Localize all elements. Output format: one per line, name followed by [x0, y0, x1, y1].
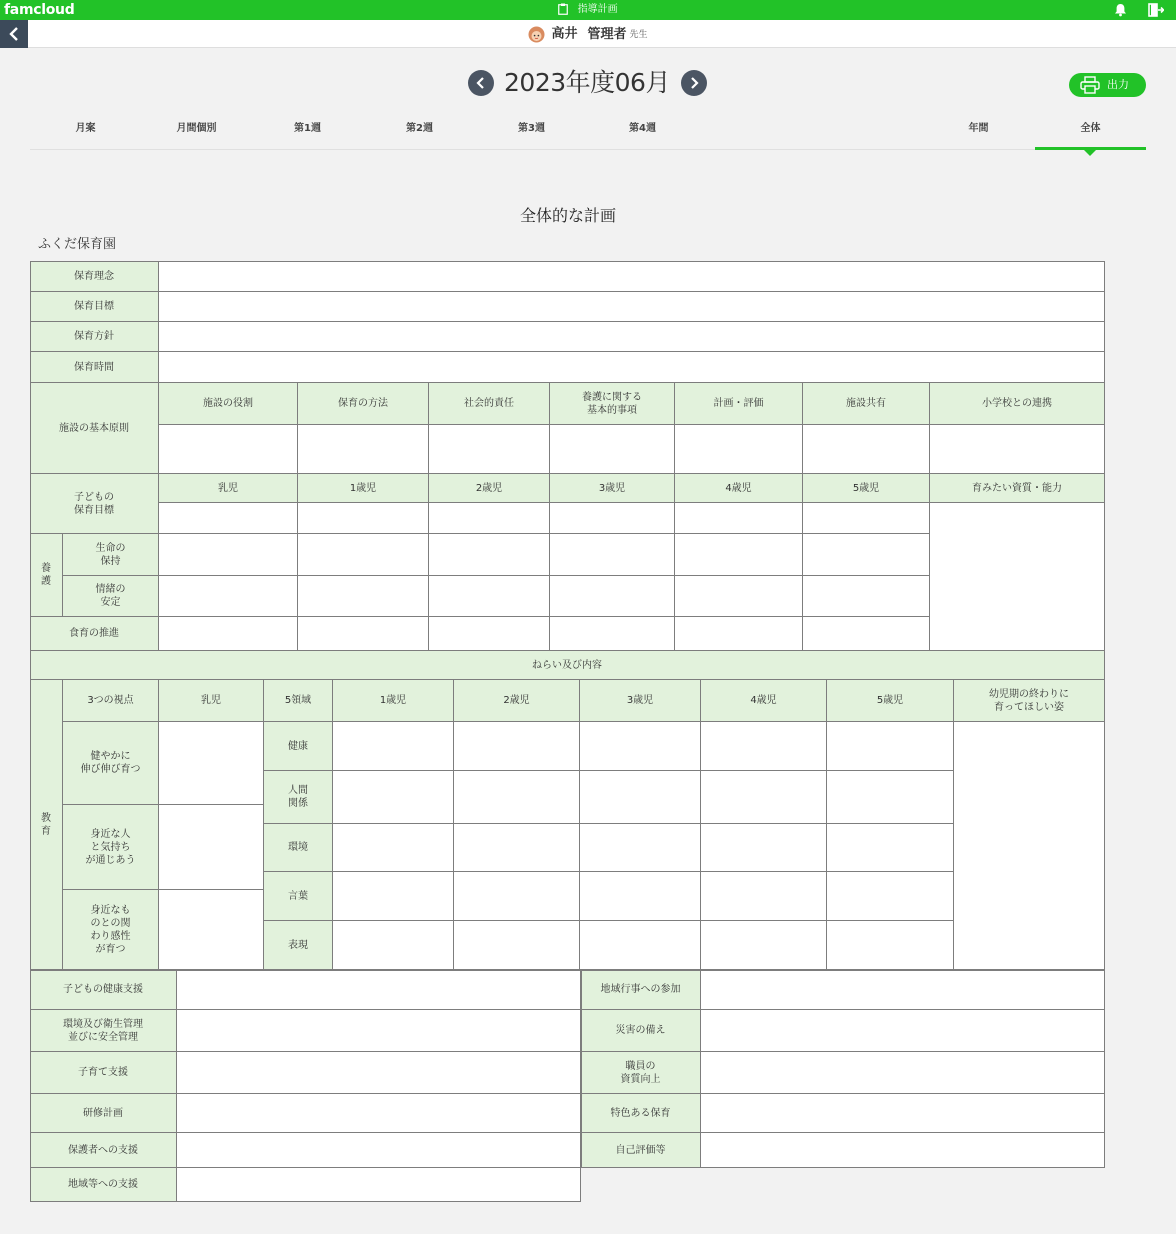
input-cell[interactable] [454, 921, 580, 970]
input-cell[interactable] [675, 503, 803, 534]
input-cell[interactable] [827, 872, 954, 921]
input-cell[interactable] [701, 1094, 1105, 1133]
tab-overall[interactable]: 全体 [1035, 116, 1146, 150]
end-of-childhood-header: 幼児期の終わりに 育ってほしい姿 [954, 680, 1105, 722]
support-label: 環境及び衛生管理 並びに安全管理 [30, 1010, 177, 1052]
input-cell[interactable] [803, 425, 930, 474]
input-cell[interactable] [580, 771, 701, 824]
tab-week-4[interactable]: 第4週 [629, 123, 656, 134]
input-cell[interactable] [454, 872, 580, 921]
age-header: 2歳児 [429, 474, 550, 503]
tab-bar [30, 116, 1146, 150]
input-cell[interactable] [298, 503, 429, 534]
input-cell[interactable] [803, 503, 930, 534]
input-cell[interactable] [177, 1010, 581, 1052]
tab-annual[interactable]: 年間 [968, 123, 989, 134]
input-cell[interactable] [159, 617, 298, 651]
next-period-button[interactable] [681, 70, 707, 96]
school-name: ふくだ保育園 [38, 237, 117, 252]
row-label: 保育時間 [30, 352, 159, 383]
principle-header: 計画・評価 [675, 383, 803, 425]
back-button[interactable] [0, 20, 28, 48]
principle-header: 施設共有 [803, 383, 930, 425]
age-header: 3歳児 [580, 680, 701, 722]
support-label: 子どもの健康支援 [30, 970, 177, 1010]
input-cell[interactable] [675, 534, 803, 576]
input-cell[interactable] [550, 503, 675, 534]
input-cell[interactable] [429, 425, 550, 474]
input-cell[interactable] [827, 824, 954, 872]
input-cell[interactable] [954, 722, 1105, 970]
principle-header: 施設の役割 [159, 383, 298, 425]
chevron-right-icon [687, 76, 701, 90]
qualities-header: 育みたい資質・能力 [930, 474, 1105, 503]
printer-icon [1080, 76, 1100, 94]
input-cell[interactable] [675, 576, 803, 617]
input-cell[interactable] [333, 722, 454, 771]
print-button[interactable] [1069, 73, 1146, 97]
input-cell[interactable] [159, 805, 264, 890]
view-label: 身近な人 と気持ち が通じあう [63, 805, 159, 890]
support-label: 地域行事への参加 [581, 970, 701, 1010]
user-bar [0, 20, 1176, 48]
input-cell[interactable] [701, 824, 827, 872]
support-label: 特色ある保育 [581, 1094, 701, 1133]
tab-week-3[interactable]: 第3週 [518, 123, 545, 134]
avatar-icon [528, 26, 545, 43]
support-label: 子育て支援 [30, 1052, 177, 1094]
input-cell[interactable] [159, 292, 1105, 322]
input-cell[interactable] [159, 322, 1105, 352]
age-header: 1歳児 [298, 474, 429, 503]
principle-header: 養護に関する 基本的事項 [550, 383, 675, 425]
input-cell[interactable] [333, 824, 454, 872]
user-name: 高井 [551, 26, 578, 42]
input-cell[interactable] [701, 722, 827, 771]
input-cell[interactable] [177, 1133, 581, 1168]
support-label: 自己評価等 [581, 1133, 701, 1168]
user-suffix: 先生 [629, 29, 648, 40]
tab-week-2[interactable]: 第2週 [406, 123, 433, 134]
input-cell[interactable] [701, 1052, 1105, 1094]
input-cell[interactable] [298, 425, 429, 474]
input-cell[interactable] [159, 722, 264, 805]
area-label: 健康 [264, 722, 333, 771]
input-cell[interactable] [177, 1052, 581, 1094]
input-cell[interactable] [298, 576, 429, 617]
care-row-label: 情緒の 安定 [63, 576, 159, 617]
input-cell[interactable] [159, 890, 264, 970]
app-logo: famcloud [4, 2, 75, 18]
input-cell[interactable] [803, 617, 930, 651]
tab-week-1[interactable]: 第1週 [294, 123, 321, 134]
input-cell[interactable] [177, 970, 581, 1010]
prev-period-button[interactable] [468, 70, 494, 96]
row-label: 保育目標 [30, 292, 159, 322]
user-role: 管理者 [587, 26, 627, 42]
input-cell[interactable] [701, 771, 827, 824]
page-title: 指導計画 [577, 4, 618, 15]
input-cell[interactable] [827, 771, 954, 824]
tab-monthly-plan[interactable]: 月案 [75, 123, 96, 134]
education-label: 教 育 [30, 680, 63, 970]
input-cell[interactable] [177, 1168, 581, 1202]
age-header: 乳児 [159, 474, 298, 503]
view-label: 身近なも のとの関 わり感性 が育つ [63, 890, 159, 970]
input-cell[interactable] [675, 617, 803, 651]
period-label: 2023年度06月 [504, 68, 670, 97]
input-cell[interactable] [701, 1133, 1105, 1168]
input-cell[interactable] [701, 872, 827, 921]
age-header: 5歳児 [803, 474, 930, 503]
age-header: 2歳児 [454, 680, 580, 722]
three-views-header: 3つの視点 [63, 680, 159, 722]
input-cell[interactable] [429, 503, 550, 534]
age-header: 5歳児 [827, 680, 954, 722]
area-label: 環境 [264, 824, 333, 872]
input-cell[interactable] [454, 722, 580, 771]
input-cell[interactable] [429, 534, 550, 576]
input-cell[interactable] [177, 1094, 581, 1133]
support-label: 地域等への支援 [30, 1168, 177, 1202]
bell-icon[interactable] [1114, 3, 1127, 17]
back-arrow-icon [7, 26, 21, 42]
principle-header: 社会的責任 [429, 383, 550, 425]
input-cell[interactable] [550, 576, 675, 617]
input-cell[interactable] [580, 921, 701, 970]
input-cell[interactable] [701, 1010, 1105, 1052]
care-row-label: 生命の 保持 [63, 534, 159, 576]
input-cell[interactable] [159, 503, 298, 534]
input-cell[interactable] [550, 617, 675, 651]
input-cell[interactable] [159, 576, 298, 617]
support-label: 職員の 資質向上 [581, 1052, 701, 1094]
input-cell[interactable] [159, 261, 1105, 292]
input-cell[interactable] [580, 824, 701, 872]
input-cell[interactable] [454, 771, 580, 824]
infant-header: 乳児 [159, 680, 264, 722]
principle-header: 小学校との連携 [930, 383, 1105, 425]
view-label: 健やかに 伸び伸び育つ [63, 722, 159, 805]
input-cell[interactable] [550, 534, 675, 576]
print-label: 出力 [1107, 78, 1129, 91]
logout-icon[interactable] [1148, 3, 1164, 17]
food-label: 食育の推進 [30, 617, 159, 651]
clipboard-icon [558, 3, 568, 15]
input-cell[interactable] [827, 921, 954, 970]
support-label: 災害の備え [581, 1010, 701, 1052]
input-cell[interactable] [298, 617, 429, 651]
principle-header: 保育の方法 [298, 383, 429, 425]
input-cell[interactable] [701, 921, 827, 970]
principles-label: 施設の基本原則 [30, 383, 159, 474]
care-label: 養 護 [30, 534, 63, 617]
input-cell[interactable] [675, 425, 803, 474]
input-cell[interactable] [159, 425, 298, 474]
tab-monthly-individual[interactable]: 月間個別 [176, 123, 217, 134]
input-cell[interactable] [159, 534, 298, 576]
input-cell[interactable] [930, 425, 1105, 474]
row-label: 保育方針 [30, 322, 159, 352]
child-goal-label: 子どもの 保育目標 [30, 474, 159, 534]
input-cell[interactable] [454, 824, 580, 872]
input-cell[interactable] [333, 921, 454, 970]
input-cell[interactable] [827, 722, 954, 771]
input-cell[interactable] [803, 534, 930, 576]
top-bar [0, 0, 1176, 20]
input-cell[interactable] [159, 352, 1105, 383]
chevron-left-icon [474, 76, 488, 90]
five-areas-header: 5領域 [264, 680, 333, 722]
input-cell[interactable] [580, 722, 701, 771]
input-cell[interactable] [429, 617, 550, 651]
age-header: 3歳児 [550, 474, 675, 503]
area-label: 人間 関係 [264, 771, 333, 824]
input-cell[interactable] [333, 771, 454, 824]
support-label: 保護者への支援 [30, 1133, 177, 1168]
age-header: 4歳児 [701, 680, 827, 722]
input-cell[interactable] [333, 872, 454, 921]
row-label: 保育理念 [30, 261, 159, 292]
area-label: 表現 [264, 921, 333, 970]
age-header: 1歳児 [333, 680, 454, 722]
input-cell[interactable] [803, 576, 930, 617]
support-label: 研修計画 [30, 1094, 177, 1133]
input-cell[interactable] [701, 970, 1105, 1010]
input-cell[interactable] [930, 503, 1105, 651]
input-cell[interactable] [580, 872, 701, 921]
input-cell[interactable] [298, 534, 429, 576]
age-header: 4歳児 [675, 474, 803, 503]
aims-banner: ねらい及び内容 [30, 651, 1105, 680]
input-cell[interactable] [550, 425, 675, 474]
area-label: 言葉 [264, 872, 333, 921]
document-title: 全体的な計画 [519, 206, 616, 225]
input-cell[interactable] [429, 576, 550, 617]
